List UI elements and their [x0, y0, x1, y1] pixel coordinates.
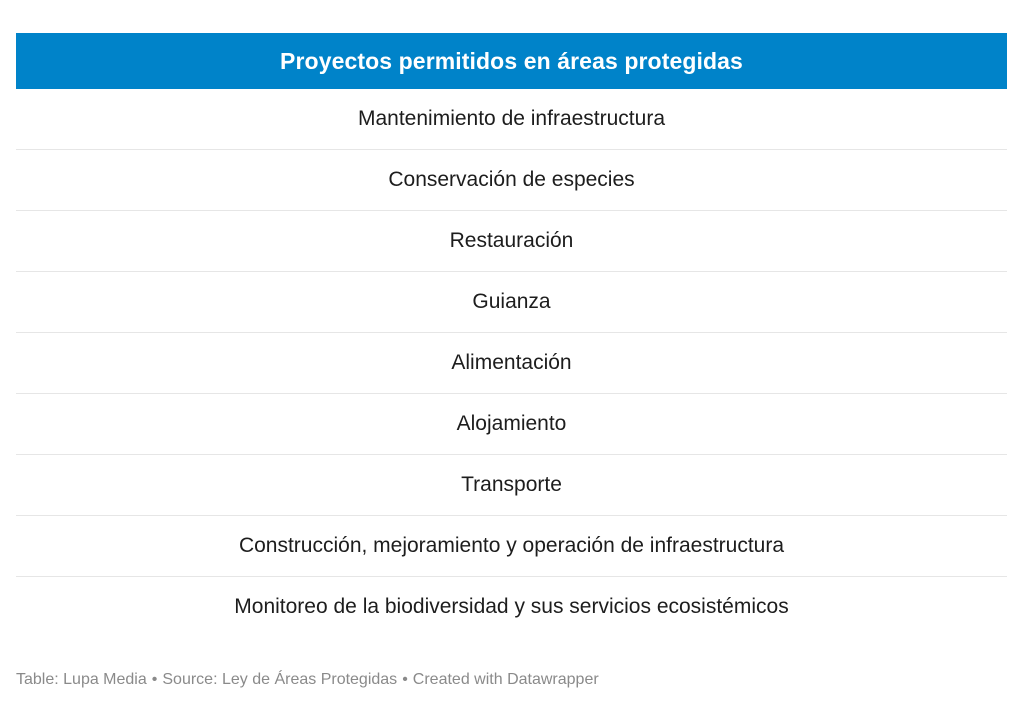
table-row: Restauración: [16, 211, 1007, 272]
created-with-link[interactable]: Created with Datawrapper: [412, 671, 599, 688]
table-row: Transporte: [16, 455, 1007, 516]
table-credit: Table: Lupa Media: [16, 671, 147, 688]
footer-separator: •: [151, 671, 158, 688]
source-note: Source: Ley de Áreas Protegidas: [162, 671, 398, 688]
footer-separator: •: [402, 671, 408, 688]
table-row: Construcción, mejoramiento y operación de infraestructura: [16, 516, 1007, 577]
table-row: Guianza: [16, 272, 1007, 333]
table-header: Proyectos permitidos en áreas protegidas: [16, 33, 1007, 89]
table-row: Conservación de especies: [16, 150, 1007, 211]
table-row: Alimentación: [16, 333, 1007, 394]
table-footer: [16, 671, 599, 689]
data-table: [16, 33, 1007, 637]
table-row: Alojamiento: [16, 394, 1007, 455]
table-row: Monitoreo de la biodiversidad y sus servicios ecosistémicos: [234, 595, 789, 618]
table-row: Mantenimiento de infraestructura: [16, 89, 1007, 150]
